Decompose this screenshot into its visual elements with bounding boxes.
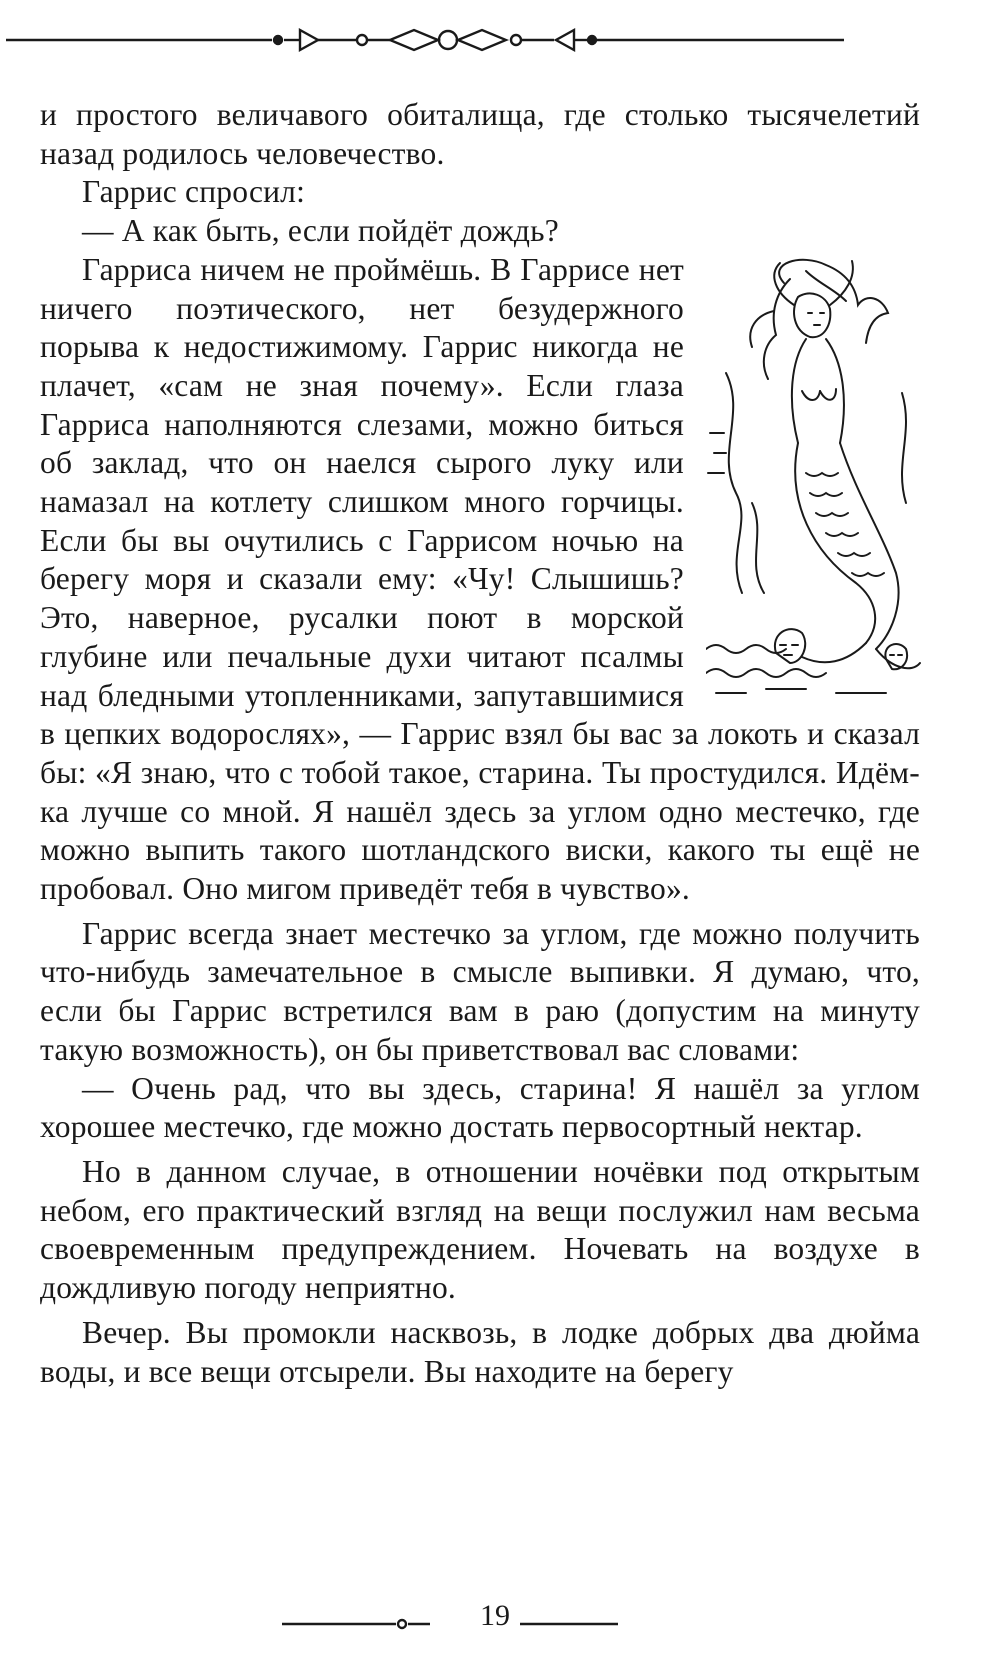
paragraph-8: Вечер. Вы промокли насквозь, в лодке добрых два дюйма воды, и все вещи отсырели. Вы находите на берегу — [40, 1314, 920, 1389]
paragraph-5: Гаррис всегда знает местечко за углом, где можно получить что-нибудь замечательное в смысле выпивки. Я думаю, что, если бы Гаррис встретился вам в раю (допустим на минуту такую возможность), он бы приветствовал вас словами: — [40, 915, 920, 1067]
paragraph-3: — А как быть, если пойдёт дождь? — [82, 213, 559, 249]
paragraph-4-text: Гарриса ничем не проймёшь. В Гаррисе нет ничего поэтического, нет безудержного порыва к недостижимому. Гаррис никогда не плачет, «сам не зная почему». Если глаза Гарриса наполняются слезами, можно биться об заклад, что он наелся сырого луку или намазал на котлету слишком много горчицы. Если бы вы очутились с Гаррисом ночью на берегу моря и сказали ему: «Чу! Слышишь? Это, наверное, русалки поют в морской глубине или печальные духи читают псалмы над бледными утопленниками, запутавшимися в цепких водорослях», — Гаррис взял бы вас за локоть и сказал бы: «Я знаю, что с тобой такое, старина. Ты простудился. Идём-ка лучше со мной. Я нашёл здесь за углом одно местечко, где можно выпить такого шотландского виски, какого ты ещё не пробовал. Оно мигом приведёт тебя в чувство». — [40, 251, 920, 907]
paragraph-7: Но в данном случае, в отношении ночёвки под открытым небом, его практический взгляд на вещи послужил нам весьма своевременным предупреждением. Ночевать на воздухе в дождливую погоду неприятно. — [40, 1153, 920, 1306]
top-ornament — [0, 22, 1000, 62]
paragraph-6: — Очень рад, что вы здесь, старина! Я нашёл за углом хорошее местечко, где можно достать первосортный нектар. — [40, 1070, 920, 1145]
mermaid-illustration — [706, 253, 924, 703]
page-body — [40, 96, 920, 1391]
paragraph-4 — [40, 251, 920, 909]
page-number: 19 — [470, 1596, 520, 1636]
paragraph-2: Гаррис спросил: — [82, 174, 306, 210]
paragraph-1: и простого величавого обиталища, где столько тысячелетий назад родилось человечество. — [40, 97, 920, 171]
